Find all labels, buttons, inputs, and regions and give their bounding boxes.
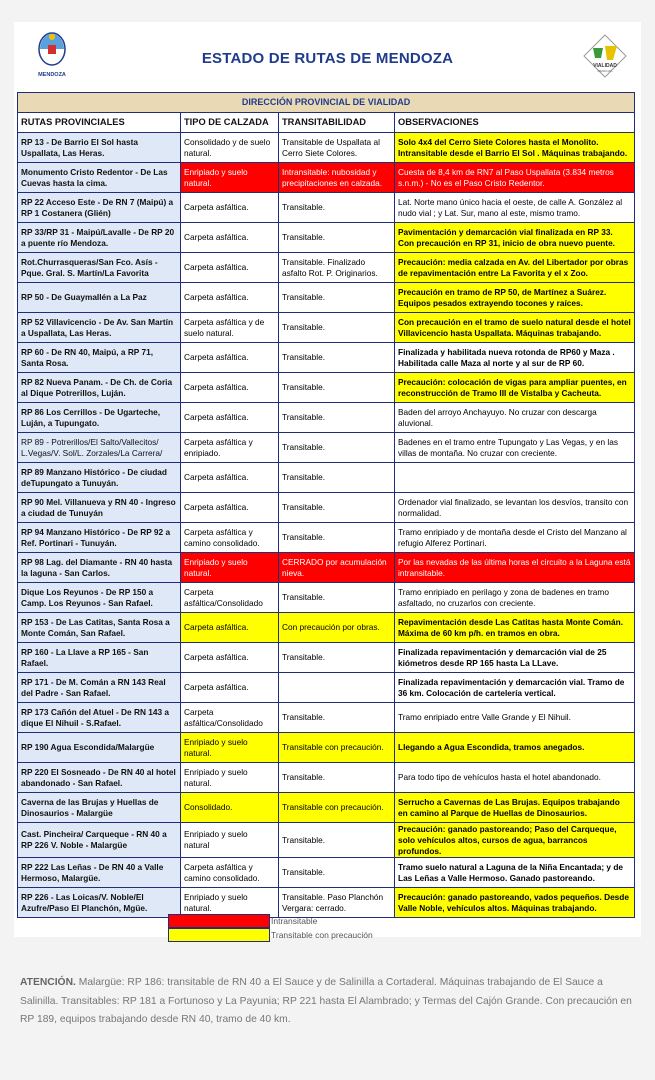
route-cell: RP 50 - De Guaymallén a La Paz [18,283,181,313]
route-cell: RP 90 Mel. Villanueva y RN 40 - Ingreso a ciudad de Tunuyán [18,493,181,523]
table-row [18,858,635,888]
route-cell: Dique Los Reyunos - De RP 150 a Camp. Los Reyunos - San Rafael. [18,583,181,613]
observation-cell: Lat. Norte mano único hacia el oeste, de calle A. González al nudo vial ; y Lat. Sur, mano al este, mismo tramo. [395,193,635,223]
observation-cell: Solo 4x4 del Cerro Siete Colores hasta el Monolito. Intransitable desde el Barrio El Sol . Máquinas trabajando. [395,133,635,163]
status-cell: Transitable. [279,493,395,523]
observation-cell: Serrucho a Cavernas de Las Brujas. Equipos trabajando en camino al Parque de Huellas de Dinosaurios. [395,793,635,823]
table-row [18,613,635,643]
observation-cell: Precaución: media calzada en Av. del Libertador por obras de repavimentación entre La Favorita y el x Zoo. [395,253,635,283]
status-cell: Transitable. [279,313,395,343]
table-row [18,733,635,763]
observation-cell: Tramo enripiado en perilago y zona de badenes en tramo asfaltado, no cruzarlos con creciente. [395,583,635,613]
table-row [18,823,635,858]
observation-cell: Finalizada y habilitada nueva rotonda de RP60 y Maza . Habilitada calle Maza al norte y al sur de RP 60. [395,343,635,373]
observation-cell: Repavimentación desde Las Catitas hasta Monte Comán. Máxima de 60 km p/h. en tramos en obra. [395,613,635,643]
table-row [18,493,635,523]
table-row [18,343,635,373]
pavement-cell: Enripiado y suelo natural. [181,733,279,763]
route-cell: Cast. Pincheira/ Carqueque - RN 40 a RP 226 V. Noble - Malargüe [18,823,181,858]
route-cell: RP 222 Las Leñas - De RN 40 a Valle Hermoso, Malargüe. [18,858,181,888]
route-cell: RP 52 Villavicencio - De Av. San Martín a Uspallata, Las Heras. [18,313,181,343]
pavement-cell: Enripiado y suelo natural. [181,553,279,583]
table-row [18,523,635,553]
table-row [18,133,635,163]
pavement-cell: Carpeta asfáltica. [181,283,279,313]
status-cell: Transitable. [279,523,395,553]
route-cell: Caverna de las Brujas y Huellas de Dinosaurios - Malargüe [18,793,181,823]
table-row [18,223,635,253]
legend-label-intransitable: Intransitable [271,916,318,926]
status-cell: Transitable. [279,283,395,313]
routes-table [17,92,635,918]
table-row [18,283,635,313]
table-row [18,433,635,463]
status-cell: Transitable. [279,583,395,613]
column-header-transitabilidad: TRANSITABILIDAD [279,113,395,133]
status-cell: CERRADO por acumulación nieva. [279,553,395,583]
status-cell: Transitable. [279,223,395,253]
status-cell: Transitable. [279,433,395,463]
mendoza-logo-text: MENDOZA [38,72,66,78]
pavement-cell: Carpeta asfáltica y camino consolidado. [181,523,279,553]
route-cell: RP 98 Lag. del Diamante - RN 40 hasta la laguna - San Carlos. [18,553,181,583]
route-cell: Monumento Cristo Redentor - De Las Cuevas hasta la cima. [18,163,181,193]
route-cell: RP 173 Cañón del Atuel - De RN 143 a dique El Nihuil - S.Rafael. [18,703,181,733]
pavement-cell: Carpeta asfáltica. [181,373,279,403]
report-header [14,22,641,92]
pavement-cell: Carpeta asfáltica. [181,493,279,523]
vialidad-logo [583,34,627,80]
observation-cell: Para todo tipo de vehículos hasta el hotel abandonado. [395,763,635,793]
route-cell: RP 22 Acceso Este - De RN 7 (Maipú) a RP 1 Costanera (Glién) [18,193,181,223]
legend-item-intransitable [168,914,373,928]
observation-cell: Cuesta de 8,4 km de RN7 al Paso Uspallata (3.834 metros s.n.m.) - No es el Paso Cristo Redentor. [395,163,635,193]
legend [168,914,373,942]
pavement-cell: Carpeta asfáltica. [181,643,279,673]
route-cell: RP 190 Agua Escondida/Malargüe [18,733,181,763]
pavement-cell: Carpeta asfáltica. [181,403,279,433]
pavement-cell: Carpeta asfáltica. [181,463,279,493]
status-cell: Transitable. [279,373,395,403]
status-cell: Transitable. [279,193,395,223]
column-header-observaciones: OBSERVACIONES [395,113,635,133]
legend-swatch-red [168,914,270,928]
table-row [18,193,635,223]
table-row [18,673,635,703]
table-row [18,163,635,193]
status-cell: Transitable. Paso Planchón Vergara: cerrado. [279,888,395,918]
pavement-cell: Enripiado y suelo natural [181,823,279,858]
vialidad-logo-subtext: MENDOZA [597,69,613,73]
attention-note [20,974,632,1030]
status-cell: Intransitable: nubosidad y precipitaciones en calzada. [279,163,395,193]
route-cell: RP 220 El Sosneado - De RN 40 al hotel abandonado - San Rafael. [18,763,181,793]
route-cell: RP 89 Manzano Histórico - De ciudad deTupungato a Tunuyán. [18,463,181,493]
attention-lead: ATENCIÓN. [20,977,76,988]
pavement-cell: Carpeta asfáltica. [181,193,279,223]
route-cell: RP 82 Nueva Panam. - De Ch. de Coria al Dique Potrerillos, Luján. [18,373,181,403]
observation-cell: Con precaución en el tramo de suelo natural desde el hotel Villavicencio hasta Uspallata. Máquinas trabajando. [395,313,635,343]
table-row [18,763,635,793]
status-cell: Transitable con precaución. [279,733,395,763]
section-header: DIRECCIÓN PROVINCIAL DE VIALIDAD [18,93,635,113]
observation-cell: Por las nevadas de las última horas el circuito a la Laguna está intransitable. [395,553,635,583]
attention-text: Malargüe: RP 186: transitable de RN 40 a El Sauce y de Salinilla a Cortaderal. Máquinas trabajando de El Sauce a Salinilla. Transitables: RP 181 a Fortunoso y La Payunia; RP 221 hasta El Alambrado; y Termas del Cajón Grande. Con precaución en RP 189, equipos trabajando desde RN 40, tramo de 40 km. [20,977,632,1025]
table-row [18,703,635,733]
status-cell [279,673,395,703]
pavement-cell: Enripiado y suelo natural. [181,763,279,793]
status-cell: Transitable. [279,703,395,733]
table-row [18,643,635,673]
route-cell: RP 94 Manzano Histórico - De RP 92 a Ref. Portinari - Tunuyán. [18,523,181,553]
column-header-calzada: TIPO DE CALZADA [181,113,279,133]
status-cell: Transitable. [279,463,395,493]
status-cell: Transitable. [279,403,395,433]
pavement-cell: Carpeta asfáltica. [181,613,279,643]
observation-cell: Baden del arroyo Anchayuyo. No cruzar con descarga aluvional. [395,403,635,433]
status-cell: Transitable. [279,823,395,858]
column-header-ruta: RUTAS PROVINCIALES [18,113,181,133]
table-row [18,403,635,433]
page-title: ESTADO DE RUTAS DE MENDOZA [201,50,454,67]
observation-cell [395,463,635,493]
vialidad-logo-icon [583,34,627,80]
route-cell: RP 160 - La Llave a RP 165 - San Rafael. [18,643,181,673]
table-row [18,793,635,823]
observation-cell: Precaución en tramo de RP 50, de Martínez a Suárez. Equipos pesados extrayendo tocones y raíces. [395,283,635,313]
observation-cell: Llegando a Agua Escondida, tramos anegados. [395,733,635,763]
table-row [18,313,635,343]
table-row [18,373,635,403]
legend-item-precaucion [168,928,373,942]
route-cell: Rot.Churrasqueras/San Fco. Asís - Pque. Gral. S. Martín/La Favorita [18,253,181,283]
route-cell: RP 153 - De Las Catitas, Santa Rosa a Monte Comán, San Rafael. [18,613,181,643]
pavement-cell: Carpeta asfáltica. [181,223,279,253]
observation-cell: Precaución: ganado pastoreando; Paso del Carqueque, solo vehículos altos, cursos de agua, barrancos profundos. [395,823,635,858]
observation-cell: Tramo enripiado entre Valle Grande y El Nihuil. [395,703,635,733]
status-cell: Con precaución por obras. [279,613,395,643]
pavement-cell: Enripiado y suelo natural. [181,888,279,918]
route-cell: RP 226 - Las Loicas/V. Noble/El Azufre/Paso El Planchón, Mgüe. [18,888,181,918]
route-cell: RP 171 - De M. Comán a RN 143 Real del Padre - San Rafael. [18,673,181,703]
pavement-cell: Enripiado y suelo natural. [181,163,279,193]
pavement-cell: Consolidado y de suelo natural. [181,133,279,163]
status-cell: Transitable. [279,343,395,373]
observation-cell: Badenes en el tramo entre Tupungato y Las Vegas, y en las villas de montaña. No cruzar con creciente. [395,433,635,463]
pavement-cell: Carpeta asfáltica. [181,253,279,283]
table-row [18,553,635,583]
route-cell: RP 60 - De RN 40, Maipú, a RP 71, Santa Rosa. [18,343,181,373]
pavement-cell: Carpeta asfáltica. [181,673,279,703]
table-row [18,463,635,493]
route-cell: RP 13 - De Barrio El Sol hasta Uspallata, Las Heras. [18,133,181,163]
status-cell: Transitable. [279,858,395,888]
status-cell: Transitable de Uspallata al Cerro Siete Colores. [279,133,395,163]
observation-cell: Finalizada repavimentación y demarcación vial. Tramo de 36 km. Colocación de cartelería vertical. [395,673,635,703]
vialidad-logo-text: VIALIDAD [593,63,617,69]
table-row [18,253,635,283]
observation-cell: Tramo suelo natural a Laguna de la Niña Encantada; y de Las Leñas a Valle Hermoso. Ganado pastoreando. [395,858,635,888]
status-cell: Transitable. [279,763,395,793]
observation-cell: Pavimentación y demarcación vial finalizada en RP 33. Con precaución en RP 31, inicio de obra nuevo puente. [395,223,635,253]
route-cell: RP 89 - Potrerillos/El Salto/Vallecitos/ L.Vegas/V. Sol/L. Zorzales/La Carrera/ [18,433,181,463]
table-row [18,583,635,613]
observation-cell: Tramo enripiado y de montaña desde el Cristo del Manzano al refugio Alferez Portinari. [395,523,635,553]
route-cell: RP 86 Los Cerrillos - De Ugarteche, Luján, a Tupungato. [18,403,181,433]
observation-cell: Precaución: colocación de vigas para ampliar puentes, en reconstrucción de Tramo III de Vistalba y Cacheuta. [395,373,635,403]
pavement-cell: Carpeta asfáltica/Consolidado [181,583,279,613]
report-card [14,22,641,937]
pavement-cell: Carpeta asfáltica. [181,343,279,373]
pavement-cell: Consolidado. [181,793,279,823]
pavement-cell: Carpeta asfáltica/Consolidado [181,703,279,733]
observation-cell: Finalizada repavimentación y demarcación vial de 25 kiómetros desde RP 165 hasta La LLave. [395,643,635,673]
legend-label-precaucion: Transitable con precaución [271,930,373,940]
pavement-cell: Carpeta asfáltica y camino consolidado. [181,858,279,888]
observation-cell: Precaución: ganado pastoreando, vados pequeños. Desde Valle Noble, vehículos altos. Máquinas trabajando. [395,888,635,918]
status-cell: Transitable con precaución. [279,793,395,823]
status-cell: Transitable. Finalizado asfalto Rot. P. Originarios. [279,253,395,283]
route-cell: RP 33/RP 31 - Maipú/Lavalle - De RP 20 a puente río Mendoza. [18,223,181,253]
pavement-cell: Carpeta asfáltica y de suelo natural. [181,313,279,343]
observation-cell: Ordenador vial finalizado, se levantan los desvíos, transito con normalidad. [395,493,635,523]
pavement-cell: Carpeta asfáltica y enripiado. [181,433,279,463]
status-cell: Transitable. [279,643,395,673]
legend-swatch-yellow [168,928,270,942]
